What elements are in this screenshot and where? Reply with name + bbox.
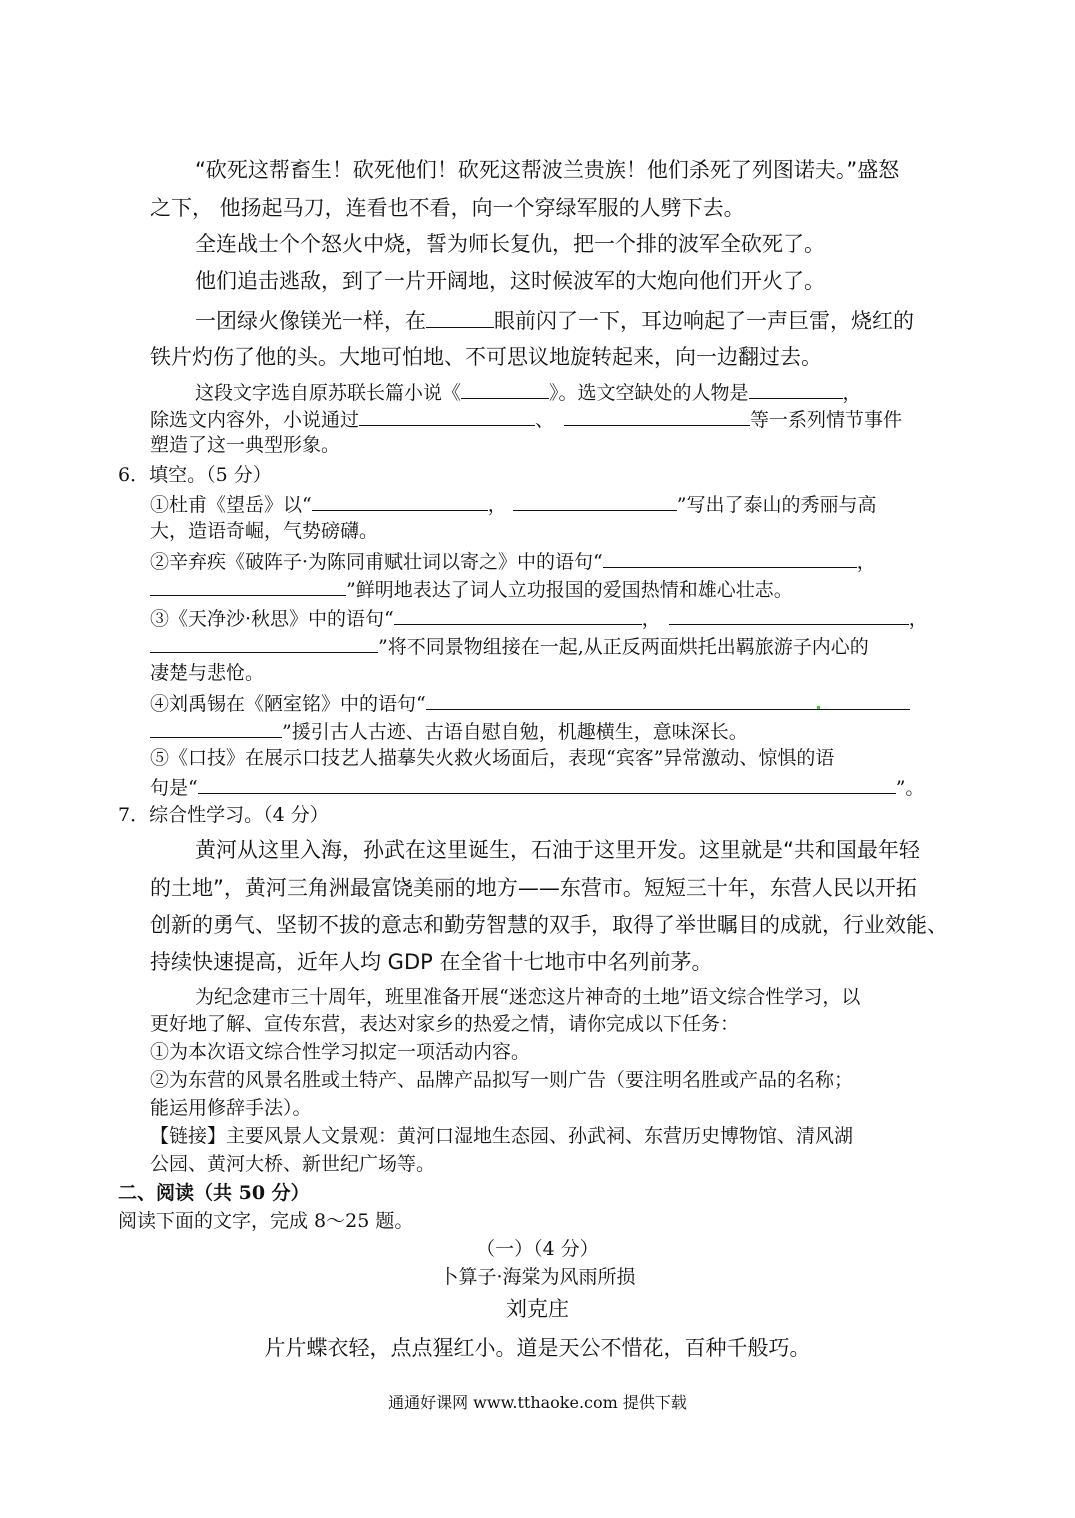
q7-task-2: 更好地了解、宣传东营，表达对家乡的热爱之情，请你完成以下任务：	[150, 1013, 740, 1035]
answer-blank[interactable]	[426, 309, 494, 328]
q5-text-c: ，	[842, 382, 862, 404]
q6-item-4-b: ”援引古人古迹、古语自慰自勉，机趣横生，意味深长。	[282, 721, 748, 743]
q7-task-5: 能运用修辞手法）。	[150, 1097, 312, 1119]
q5-text-d: 除选文内容外，小说通过	[150, 409, 360, 431]
q5-text-a: 这段文字选自原苏联长篇小说《	[195, 382, 462, 404]
section-2-title: 二、阅读（共 50 分）	[118, 1182, 310, 1204]
q5-text-f: 等一系列情节事件	[750, 409, 903, 431]
q6-item-5-c: ”。	[895, 777, 925, 799]
q6-item-2-b: ，	[856, 551, 876, 573]
passage-line-1: “砍死这帮畜生！砍死他们！砍死这帮波兰贵族！他们杀死了列图诺夫。”盛怒	[195, 158, 900, 182]
q7-task-1: 为纪念建市三十周年，班里准备开展“迷恋这片神奇的土地”语文综合性学习，以	[195, 986, 861, 1008]
q6-item-3-a: ③《天净沙·秋思》中的语句“	[150, 608, 394, 630]
passage-line-5-part-a: 一团绿火像镁光一样，在	[195, 309, 426, 333]
q6-item-3-c: ，	[908, 608, 928, 630]
q6-item-2-c: ”鲜明地表达了词人立功报国的爱国热情和雄心壮志。	[346, 579, 793, 601]
q7-task-4: ②为东营的风景名胜或土特产、品牌产品拟写一则广告（要注明名胜或产品的名称；	[150, 1069, 854, 1091]
poem-author: 刘克庄	[506, 1297, 569, 1321]
page-footer: 通通好课网 www.tthaoke.com 提供下载	[388, 1393, 687, 1412]
q5-line-1	[195, 380, 862, 405]
q6-item-2-cont	[150, 577, 793, 602]
q6-item-1-b: ，	[487, 494, 507, 516]
q6-item-2-a: ②辛弃疾《破阵子·为陈同甫赋壮词以寄之》中的语句“	[150, 551, 603, 573]
q6-item-3-end: 凄楚与悲怆。	[150, 662, 265, 684]
q6-item-5: ⑤《口技》在展示口技艺人描摹失火救火场面后，表现“宾客”异常激动、惊惧的语	[150, 747, 835, 769]
q6-item-2	[150, 549, 876, 574]
q6-item-3-cont	[150, 634, 869, 659]
answer-blank[interactable]	[312, 492, 488, 511]
passage-line-4: 他们追击逃敌，到了一片开阔地，这时候波军的大炮向他们开火了。	[195, 269, 825, 293]
passage-line-2: 之下， 他扬起马刀，连看也不看，向一个穿绿军服的人劈下去。	[150, 196, 745, 220]
q6-item-1-cont: 大，造语奇崛，气势磅礴。	[150, 520, 379, 542]
q7-material-3: 创新的勇气、坚韧不拔的意志和勤劳智慧的双手，取得了举世瞩目的成就，行业效能、	[150, 913, 948, 937]
q7-material-1: 黄河从这里入海，孙武在这里诞生，石油于这里开发。这里就是“共和国最年轻	[195, 838, 920, 862]
q6-item-3-b: ，	[641, 608, 661, 630]
q6-item-1	[150, 492, 876, 517]
q7-title: 7．综合性学习。（4 分）	[118, 804, 329, 826]
q5-line-3: 塑造了这一典型形象。	[150, 434, 341, 456]
q5-text-b: 》。选文空缺处的人物是	[549, 382, 749, 404]
q7-link-1: 【链接】主要风景人文景观：黄河口湿地生态园、孙武祠、东营历史博物馆、清风湖	[150, 1125, 854, 1147]
q6-item-4-a: ④刘禹锡在《陋室铭》中的语句“	[150, 693, 426, 715]
answer-blank[interactable]	[394, 606, 642, 625]
answer-blank[interactable]	[150, 577, 346, 596]
answer-blank[interactable]	[749, 380, 843, 399]
answer-blank[interactable]	[513, 492, 677, 511]
answer-blank[interactable]	[426, 691, 910, 710]
q6-title: 6．填空。（5 分）	[118, 464, 272, 486]
q6-item-3	[150, 606, 928, 631]
q7-link-2: 公园、黄河大桥、新世纪广场等。	[150, 1153, 436, 1175]
stray-mark	[817, 706, 820, 709]
poem-title: 卜算子·海棠为风雨所损	[439, 1266, 636, 1288]
answer-blank[interactable]	[669, 606, 909, 625]
section-2-intro: 阅读下面的文字，完成 8～25 题。	[118, 1210, 414, 1232]
q6-item-3-d: ”将不同景物组接在一起,从正反两面烘托出羁旅游子内心的	[378, 636, 869, 658]
answer-blank[interactable]	[359, 407, 535, 426]
q6-item-1-a: ①杜甫《望岳》以“	[150, 494, 312, 516]
q7-material-2: 的土地”，黄河三角洲最富饶美丽的地方——东营市。短短三十年，东营人民以开拓	[150, 876, 917, 900]
q6-item-4	[150, 691, 910, 716]
q7-material-4: 持续快速提高，近年人均 GDP 在全省十七地市中名列前茅。	[150, 950, 713, 974]
q6-item-4-cont	[150, 719, 748, 744]
q7-task-3: ①为本次语文综合性学习拟定一项活动内容。	[150, 1041, 531, 1063]
q5-line-2	[150, 407, 902, 432]
poem-verse: 片片蝶衣轻，点点猩红小。道是天公不惜花，百种千般巧。	[264, 1336, 811, 1360]
passage-line-5-part-b: 眼前闪了一下，耳边响起了一声巨雷，烧红的	[494, 309, 914, 333]
passage-line-3: 全连战士个个怒火中烧，誓为师长复仇，把一个排的波军全砍死了。	[195, 232, 825, 256]
answer-blank[interactable]	[461, 380, 549, 399]
answer-blank[interactable]	[564, 407, 750, 426]
passage-line-5	[195, 309, 914, 334]
q6-item-5-b: 句是“	[150, 777, 198, 799]
passage-line-6: 铁片灼伤了他的头。大地可怕地、不可思议地旋转起来，向一边翻过去。	[150, 345, 822, 369]
q5-text-e: 、	[535, 409, 555, 431]
q6-item-1-c: ”写出了泰山的秀丽与高	[676, 494, 877, 516]
answer-blank[interactable]	[198, 775, 896, 794]
reading-subsection-title: （一）（4 分）	[476, 1238, 599, 1260]
q6-item-5-cont	[150, 775, 924, 800]
answer-blank[interactable]	[150, 719, 282, 738]
answer-blank[interactable]	[150, 634, 378, 653]
answer-blank[interactable]	[603, 549, 857, 568]
